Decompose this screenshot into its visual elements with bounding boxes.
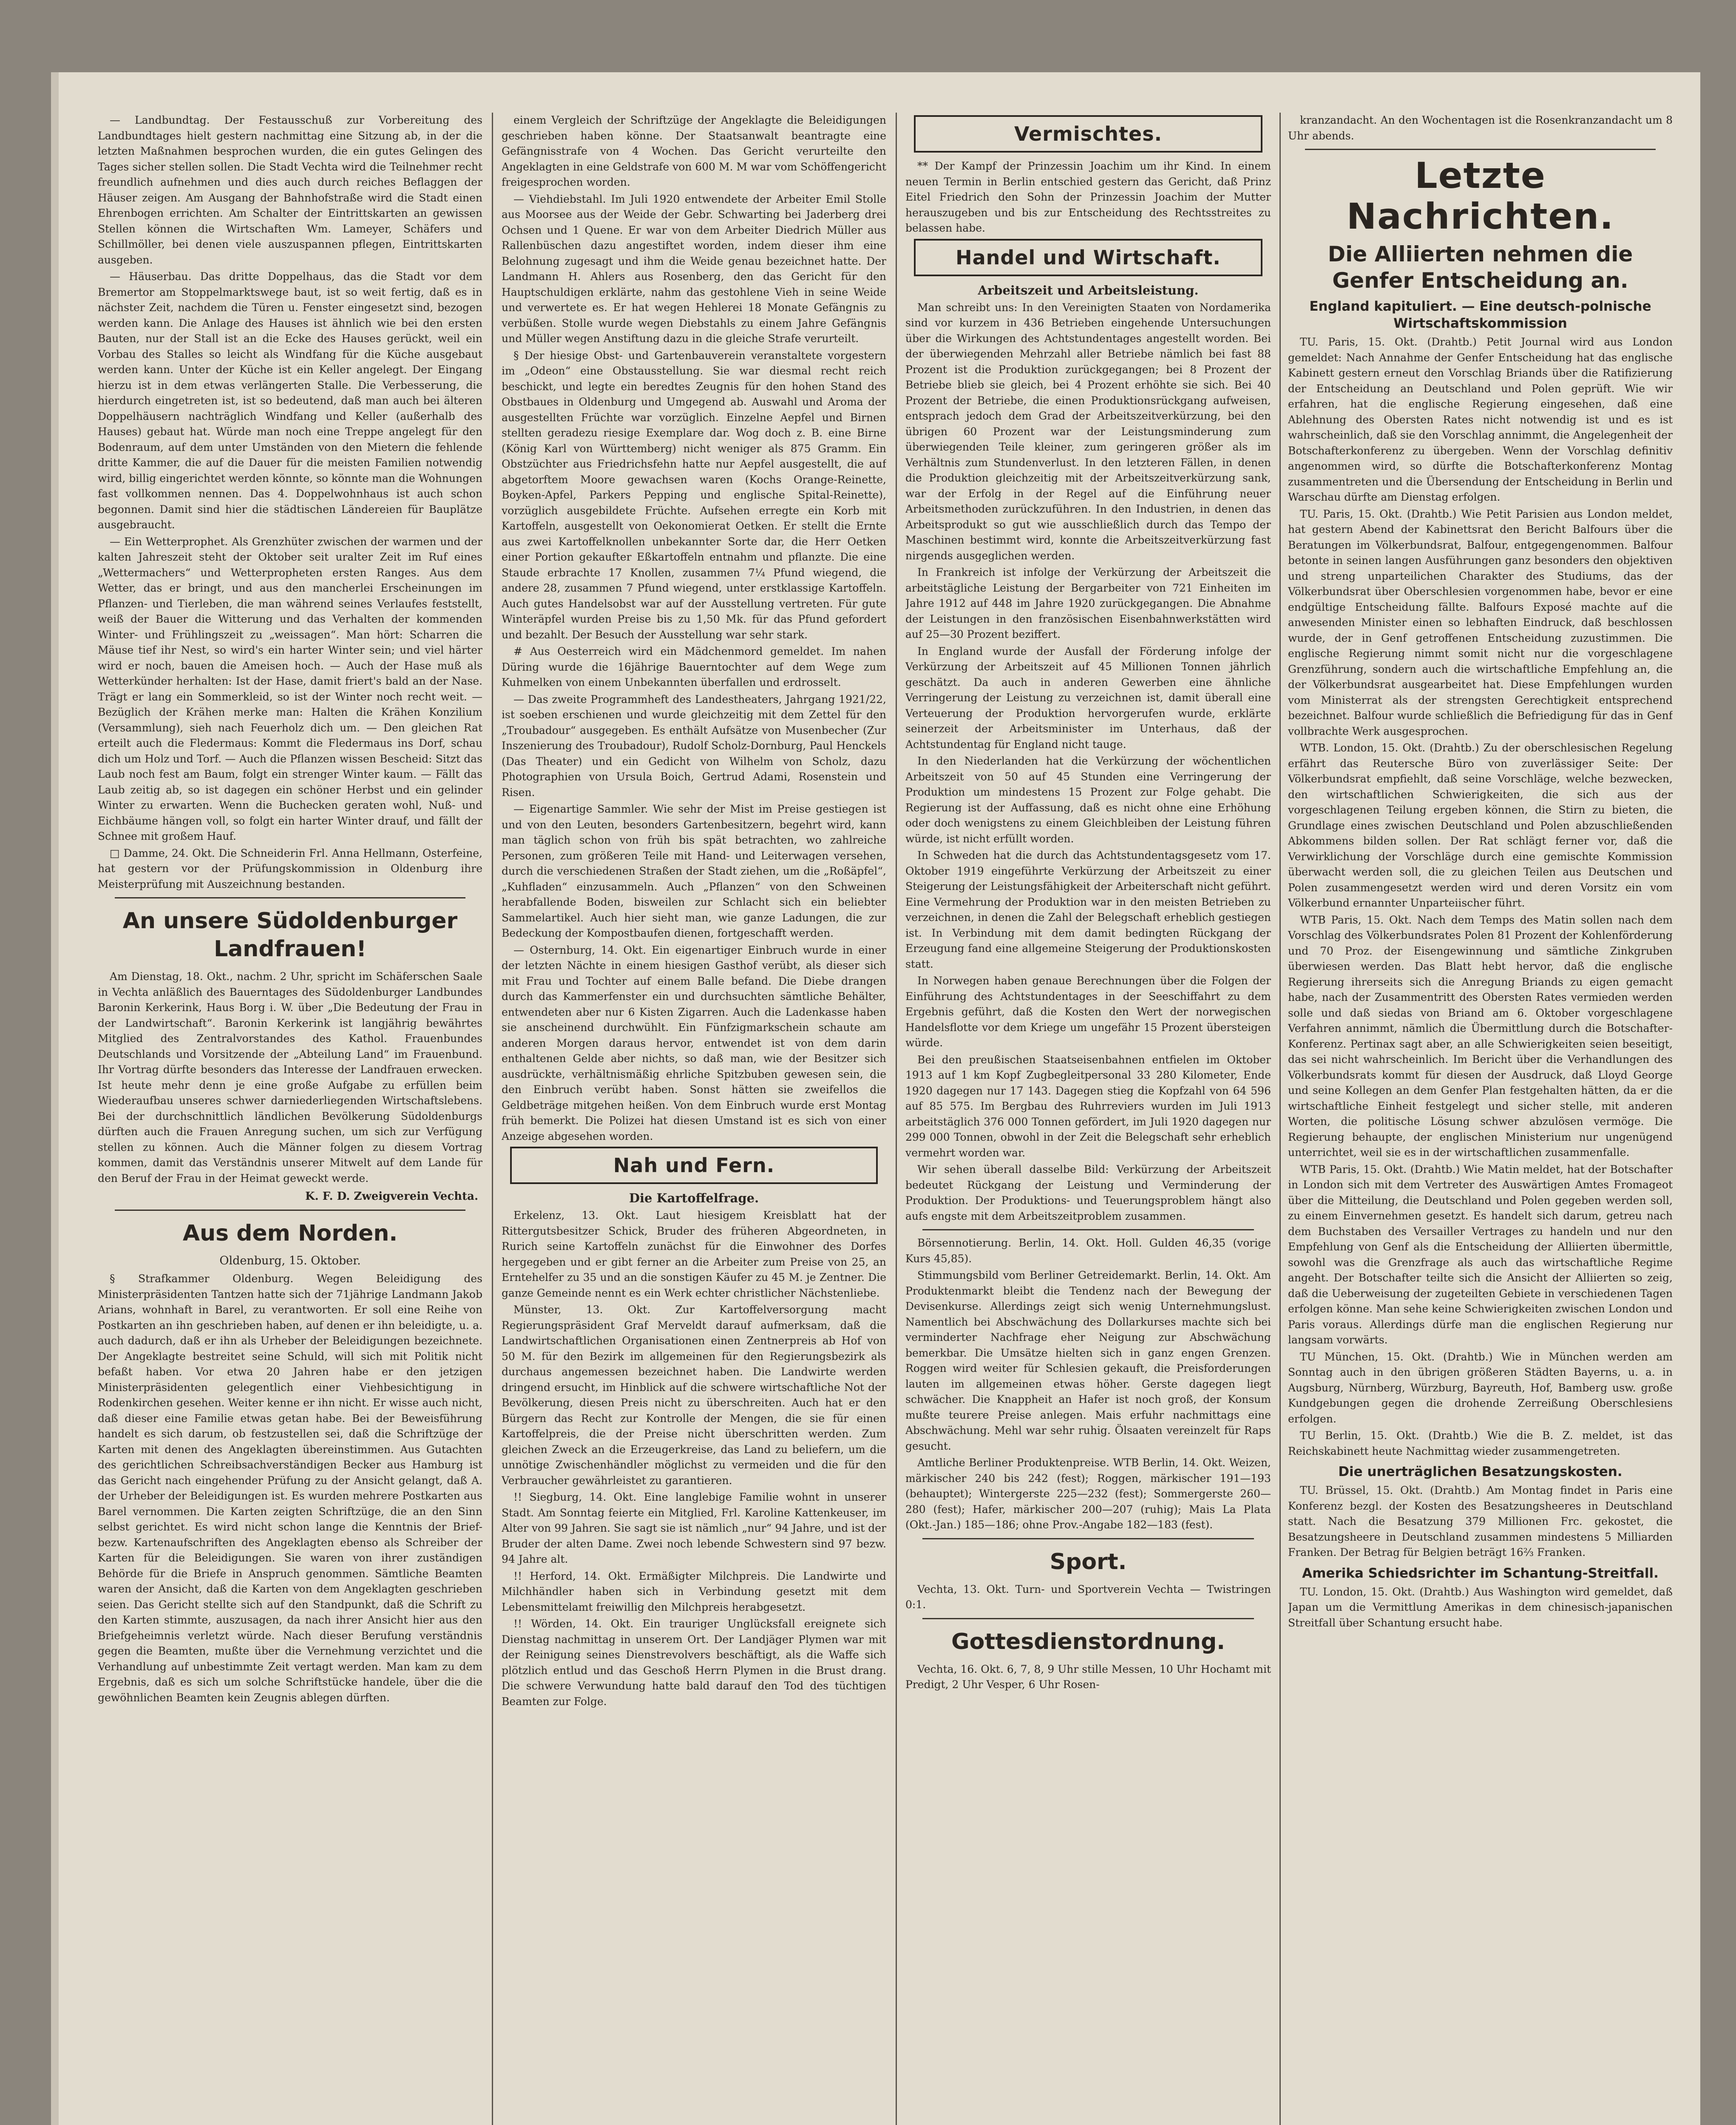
newspaper-page: [51, 72, 1700, 2125]
divider-rule: [115, 897, 465, 898]
column-3: [905, 113, 1271, 2125]
article-eisenbahnen: Bei den preußischen Staatseisenbahnen entfielen im Oktober 1913 auf 1 km Kopf Zugbegleitpersonal 33 280 Kilometer, Ende 1920 dagegen nur 17 143. Dagegen stieg die Kopfzahl von 64 596 auf 85 575. Im Bergbau des Ruhrreviers wurden im Juli 1913 arbeitstäglich 376 000 Tonnen gefördert, im Juli 1920 dagegen nur 299 000 Tonnen, obwohl in der Zeit die Belegschaft sehr erheblich vermehrt worden war.: [905, 1053, 1271, 1159]
article-arbeitszeit-england: In England wurde der Ausfall der Förderung infolge der Verkürzung der Arbeitszeit auf 45 Millionen Tonnen jährlich geschätzt. Da auch in anderen Gewerben eine ähnliche Verringerung der Leistung zu verzeichnen ist, damit überall eine Verteuerung der Produktion hervorgerufen wurde, erklärte seinerzeit der Arbeitsminister im Unterhaus, daß der Achtstundentag für England nicht tauge.: [905, 645, 1271, 751]
article-muenchen: TU München, 15. Okt. (Drahtb.) Wie in München werden am Sonntag auch in den übrigen größeren Städten Bayerns, u. a. in Augsburg, Nürnberg, Würzburg, Bayreuth, Hof, Bamberg usw. große Kundgebungen gegen die drohende Zerreißung Oberschlesiens erfolgen.: [1288, 1350, 1673, 1425]
article-arbeitszeit-norwegen: In Norwegen haben genaue Berechnungen über die Folgen der Einführung des Achtstundentages in der Seeschiffahrt zu dem Ergebnis geführt, daß die Kosten den Wert der norwegischen Handelsflotte vor dem Kriege um ungefähr 15 Prozent übersteigen würde.: [905, 975, 1271, 1049]
article-paris-2: TU. Paris, 15. Okt. (Drahtb.) Wie Petit Parisien aus London meldet, hat gestern Abend der Kabinettsrat den Bericht Balfours über die Beratungen im Völkerbundsrat, Balfour, entgegengenommen. Balfour betonte in seinen langen Ausführungen ganz besonders den objektiven und streng unparteilichen Charakter des Studiums, das der Völkerbundsrat über Oberschlesien vorgenommen habe, bevor er eine endgültige Entscheidung fällte. Balfours Exposé machte auf die anwesenden Minister einen so lebhaften Eindruck, daß beschlossen wurde, der in Genf getroffenen Entscheidung zuzustimmen. Die englische Regierung nimmt somit nicht nur die vorgeschlagene Grenzführung, sondern auch die wirtschaftliche Empfehlung an, die der Völkerbundsrat ausgearbeitet hat. Diese Empfehlungen wurden vom Ministerrat als der strengsten Gerechtigkeit entsprechend bezeichnet. Balfour wurde schließlich die Befriedigung für das in Genf vollbrachte Werk ausgesprochen.: [1288, 507, 1673, 737]
article-sammler: — Eigenartige Sammler. Wie sehr der Mist im Preise gestiegen ist und von den Leuten, besonders Gartenbesitzern, begehrt wird, kann man täglich schon von früh bis spät betrachten, wo zahlreiche Personen, zum größeren Teile mit Hand- und Leiterwagen versehen, durch die verschiedenen Straßen der Stadt ziehen, um die „Roßäpfel“, „Kuhfladen“ einzusammeln. Auch „Pflanzen“ von den Schweinen herabfallende Boden, bisweilen zur Schlacht sich ein beliebter Sammelartikel. Auch hier sieht man, wie ganze Ladungen, die zur Bedeckung der Kompostbaufen dienen, fortgeschafft werden.: [502, 803, 886, 939]
article-paris-3: WTB Paris, 15. Okt. Nach dem Temps des Matin sollen nach dem Vorschlag des Völkerbundsrates Polen 81 Prozent der Kohlenförderung und 70 Proz. der Eisengewinnung und sämtliche Zinkgruben überwiesen werden. Das Blatt hebt hervor, daß die englische Regierung ihrerseits sich die Anregung Briands zu eigen gemacht habe, nach der Zusammentritt des Obersten Rates vermieden werden solle und daß siedas von Briand am 6. Oktober vorgeschlagene Verfahren annimmt, nämlich die Übermittlung durch die Botschafter-Konferenz. Pertinax sagt aber, an alle Schwierigkeiten seien beseitigt, das sei nicht wahrscheinlich. Im Bericht über die Verhandlungen des Völkerbundsrats kommt für diesen der Ausdruck, daß Lloyd George und seine Kollegen an dem Genfer Plan festgehalten hätten, da er die wirtschaftliche Einheit festgelegt und sicher stelle, mit anderen Worten, die politische Lösung schwer abzulösen vermöge. Die Regierung behaupte, der englischen Ministerium nur ungenügend unterrichtet, weil sie es in der wirtschaftlichen zusammenfalle.: [1288, 913, 1673, 1159]
section-vermischtes: Vermischtes.: [914, 115, 1262, 153]
article-osternburg: — Osternburg, 14. Okt. Ein eigenartiger Einbruch wurde in einer der letzten Nächte in einem hiesigen Gasthof verübt, als dieser sich mit Frau und Tochter auf einem Balle befand. Die Diebe drangen durch das Kammerfenster ein und durchsuchten sämtliche Behälter, entwendeten aber nur 6 Kisten Zigarren. Auch die Ladenkasse haben sie anscheinend durchwühlt. Ein Fünfzigmarkschein schaute am anderen Morgen daraus hervor, entwendet ist von dem darin enthaltenen Gelde aber nichts, so daß man, wie der Besitzer sich ausdrückte, verhältnismäßig ehrliche Spitzbuben gewesen sein, die den Einbruch verübt haben. Sonst hätten sie zweifellos die Geldbeträge mitgehen heißen. Von dem Einbruch wurde erst Montag früh bemerkt. Die Polizei hat diesen Umstand ist es sich von einer Anzeige abgesehen worden.: [502, 944, 886, 1142]
article-erkelenz: Erkelenz, 13. Okt. Laut hiesigem Kreisblatt hat der Rittergutsbesitzer Schick, Bruder des früheren Abgeordneten, in Rurich seine Kartoffeln zunächst für die Einwohner des Dorfes hergegeben und er gibt ferner an die Arbeiter zum Preise von 25, an Erntehelfer zu 35 und an die sonstigen Käufer zu 45 M. je Zentner. Die ganze Gemeinde nennt es ein Werk echter christlicher Nächstenliebe.: [502, 1209, 886, 1299]
article-gottesdienst: Vechta, 16. Okt. 6, 7, 8, 9 Uhr stille Messen, 10 Uhr Hochamt mit Predigt, 2 Uhr Vesper, 6 Uhr Rosen-: [905, 1663, 1271, 1691]
article-sport: Vechta, 13. Okt. Turn- und Sportverein Vechta — Twistringen 0:1.: [905, 1583, 1271, 1611]
section-nah-und-fern: Nah und Fern.: [510, 1147, 878, 1184]
column-divider: [896, 113, 897, 2125]
divider-rule: [922, 1229, 1254, 1230]
headline-alliierten: Die Alliierten nehmen die Genfer Entscheidung an.: [1328, 242, 1633, 293]
article-paris-4: WTB Paris, 15. Okt. (Drahtb.) Wie Matin meldet, hat der Botschafter in London sich mit dem Vertreter des Auswärtigen Amtes Fromageot über die Mitteilung, die Deutschland und Polen gegeben werden soll, zu einem Einvernehmen gesetzt. Es handelt sich darum, getreu nach dem Buchstaben des Versailler Vertrages zu handeln und nur den Empfehlung von Genf als die Entscheidung der Alliierten übermittle, sowohl was die Grenzfrage als auch das wirtschaftliche Regime angeht. Der Botschafter teilte sich die Ansicht der Alliierten so zeig, daß die Ueberweisung der zugeteilten Gebiete in verschiedenen Tagen erfolgen könne. Man sehe keine Schwierigkeiten zwischen London und Paris voraus. Allerdings dürfe man die englischen Regierung nur langsam vorwärts.: [1288, 1163, 1673, 1346]
subheadline-england: England kapituliert. — Eine deutsch-polnische Wirtschaftskommission: [1309, 299, 1651, 331]
article-landbundtag: — Landbundtag. Der Festausschuß zur Vorbereitung des Landbundtages hielt gestern nachmittag eine Sitzung ab, in der die letzten Maßnahmen besprochen wurden, die ein gutes Gelingen des Tages sicher stellen sollen. Die Stadt Vechta wird die Teilnehmer recht freundlich aufnehmen und dies auch durch reiches Beflaggen der Häuser zeigen. Am Ausgang der Bahnhofstraße wird die Stadt einen Ehrenbogen errichten. Am Schalter der Eintrittskarten an gewissen Stellen können die Wirtschaften Wm. Lameyer, Schäfers und Schillmöller, bei denen viele auszuspannen pflegen, Eintrittskarten ausgeben.: [98, 114, 482, 266]
column-4: [1288, 113, 1673, 2125]
headline-landfrauen: An unsere Südoldenburger Landfrauen!: [122, 908, 458, 962]
article-herford: !! Herford, 14. Okt. Ermäßigter Milchpreis. Die Landwirte und Milchhändler haben sich in Verbindung gesetzt mit dem Lebensmittelamt freiwillig den Milchpreis herabgesetzt.: [502, 1570, 886, 1613]
headline-letzte-nachrichten: Letzte Nachrichten.: [1346, 155, 1614, 237]
article-continuation: einem Vergleich der Schriftzüge der Angeklagte die Beleidigungen geschrieben haben könne. Der Staatsanwalt beantragte eine Gefängnisstrafe von 4 Wochen. Das Gericht verurteilte den Angeklagten in eine Geldstrafe von 600 M. M war vom Schöffengericht freigesprochen worden.: [502, 114, 886, 188]
divider-rule: [922, 1538, 1254, 1539]
article-arbeitszeit-usa: Man schreibt uns: In den Vereinigten Staaten von Nordamerika sind vor kurzem in 436 Betrieben eingehende Untersuchungen über die Wirkungen des Achtstundentages angestellt worden. Bei der überwiegenden Mehrzahl aller Betriebe nämlich bei fast 88 Prozent ist die Produktion zurückgegangen; bei 8 Prozent der Betriebe blieb sie gleich, bei 4 Prozent erhöhte sie sich. Bei 40 Prozent der Betriebe, die einen Produktionsrückgang aufweisen, entsprach jedoch dem Grad der Arbeitszeitverkürzung, bei den übrigen 60 Prozent war der Leistungsminderung zum überwiegenden Teile kleiner, zum geringeren größer als im Verhältnis zum Stundenverlust. In den letzteren Fällen, in denen die Produktion gleichzeitig mit der Arbeitszeitverkürzung sank, war der Erfolg in der Regel auf die Einführung neuer Arbeitsmethoden zurückzuführen. In den Industrien, in denen das Arbeitsprodukt so gut wie ausschließlich durch das Tempo der Maschinen bestimmt wird, konnte die Arbeitszeitverkürzung fast nirgends ausgeglichen werden.: [905, 301, 1271, 562]
article-paris-1: TU. Paris, 15. Okt. (Drahtb.) Petit Journal wird aus London gemeldet: Nach Annahme der Genfer Entscheidung hat das englische Kabinett gestern erneut den Vorschlag Briands über die Ratifizierung der Entscheidung an Deutschland und Polen geprüft. Wie wir erfahren, hat die englische Regierung eingesehen, daß eine Ablehnung des Obersten Rates nicht notwendig ist und es ist wahrscheinlich, daß sie den Vorschlag annimmt, die Angelegenheit der Botschafterkonferenz zu übergeben. Wenn der Vorschlag definitiv angenommen wird, so dürfte die Botschafterkonferenz Montag zusammentreten und die Übersendung der Entscheidung in Berlin und Warschau dürfte am Dienstag erfolgen.: [1288, 336, 1673, 503]
headline-besatzungskosten: Die unerträglichen Besatzungskosten.: [1338, 1464, 1623, 1479]
article-woerden: !! Wörden, 14. Okt. Ein trauriger Unglücksfall ereignete sich Dienstag nachmittag in unserem Ort. Der Landjäger Plymen war mit der Reinigung seines Dienstrevolvers beschäftigt, als die Waffe sich plötzlich entlud und das Geschoß Herrn Plymen in die Brust drang. Die schwere Verwundung hatte bald darauf den Tod des tüchtigen Beamten zur Folge.: [502, 1618, 886, 1708]
article-arbeitszeit-niederlande: In den Niederlanden hat die Verkürzung der wöchentlichen Arbeitszeit von 50 auf 45 Stunden eine Verringerung der Produktion um mindestens 15 Prozent zur Folge gehabt. Die Regierung ist der Auffassung, daß es nicht ohne eine Erhöhung oder doch wenigstens zu einem Gleichbleiben der Leistung führen würde, ist nicht erfüllt worden.: [905, 755, 1271, 845]
article-fazit: Wir sehen überall dasselbe Bild: Verkürzung der Arbeitszeit bedeutet Rückgang der Leistung und Verminderung der Produktion. Der Produktions- und Teuerungsproblem hängt also aufs engste mit dem Arbeitszeitproblem zusammen.: [905, 1163, 1271, 1222]
article-getreidemarkt: Stimmungsbild vom Berliner Getreidemarkt. Berlin, 14. Okt. Am Produktenmarkt bleibt die Tendenz nach der Bewegung der Devisenkurse. Allerdings zeigt sich wenig Unternehmungslust. Namentlich bei Abschwächung des Dollarkurses machte sich bei verminderter Nachfrage eher Neigung zur Abschwächung bemerkbar. Die Umsätze hielten sich in ganz engen Grenzen. Roggen wird weiter für Schlesien gekauft, die Preisforderungen lauten im allgemeinen etwas höher. Gerste dagegen liegt schwächer. Die Knappheit an Hafer ist noch groß, der Konsum mußte teurere Preise anlegen. Mais erfuhr nachmittags eine Abschwächung. Mehl war sehr ruhig. Ölsaaten vereinzelt für Raps gesucht.: [905, 1269, 1271, 1452]
article-arbeitszeit-schweden: In Schweden hat die durch das Achtstundentagsgesetz vom 17. Oktober 1919 eingeführte Verkürzung der Arbeitszeit zu einer Steigerung der Leistungsfähigkeit der Arbeiterschaft nicht geführt. Eine Vermehrung der Produktion war in den meisten Betrieben zu verzeichnen, in denen die Zahl der Belegschaft erheblich gestiegen ist. In Verbindung mit dem damit bedingten Rückgang der Erzeugung fand eine allgemeine Steigerung der Produktionskosten statt.: [905, 849, 1271, 970]
section-handel-und-wirtschaft: Handel und Wirtschaft.: [914, 239, 1262, 276]
signature: K. F. D. Zweigverein Vechta.: [305, 1190, 478, 1203]
headline-arbeitszeit: Arbeitszeit und Arbeitsleistung.: [978, 283, 1199, 298]
article-obstausstellung: § Der hiesige Obst- und Gartenbauverein veranstaltete vorgestern im „Odeon“ eine Obstausstellung. Sie war diesmal recht reich beschickt, und legte ein beredtes Zeugnis für den hohen Stand des Obstbaues in Oldenburg und Umgegend ab. Auswahl und Aroma der ausgestellten Früchte war vorzüglich. Einzelne Aepfel und Birnen stellten geradezu riesige Exemplare dar. Wog doch z. B. eine Birne (König Karl von Württemberg) nicht weniger als 875 Gramm. Ein Obstzüchter aus Friedrichsfehn hatte nur Aepfel ausgestellt, die auf abgetorftem Moore gewachsen waren (Kochs Orange-Reinette, Boyken-Apfel, Parkers Pepping und englische Spital-Reinette), vorzüglich ausgebildete Früchte. Aufsehen erregte ein Korb mit Kartoffeln, ausgestellt von Oekonomierat Oetken. Er stellt die Ernte aus zwei Kartoffelknollen unbekannter Sorte dar, die Herr Oetken einer Portion gekaufter Eßkartoffeln entnahm und pflanzte. Die eine Staude erbrachte 17 Knollen, zusammen 7¼ Pfund wiegend, die andere 28, zusammen 7 Pfund wiegend, unter erstklassige Kartoffeln. Auch gutes Handelsobst war auf der Ausstellung vertreten. Für gute Winteräpfel wurden Preise bis zu 1,50 Mk. für das Pfund gefordert und bezahlt. Der Besuch der Ausstellung war sehr stark.: [502, 349, 886, 641]
headline-kartoffelfrage: Die Kartoffelfrage.: [629, 1191, 759, 1205]
article-berlin: TU Berlin, 15. Okt. (Drahtb.) Wie die B. Z. meldet, ist das Reichskabinett heute Nachmittag wieder zusammengetreten.: [1288, 1429, 1673, 1457]
column-divider: [492, 113, 493, 2125]
article-produktenpreise: Amtliche Berliner Produktenpreise. WTB Berlin, 14. Okt. Weizen, märkischer 240 bis 242 (fest); Roggen, märkischer 191—193 (behauptet); Wintergerste 225—232 (fest); Sommergerste 260—280 (fest); Hafer, märkischer 200—207 (ruhig); Mais La Plata (Okt.-Jan.) 185—186; ohne Prov.-Angabe 182—183 (fest).: [905, 1456, 1271, 1531]
article-strafkammer: § Strafkammer Oldenburg. Wegen Beleidigung des Ministerpräsidenten Tantzen hatte sich der 71jährige Landmann Jakob Arians, wohnhaft in Barel, zu verantworten. Er soll eine Reihe von Postkarten an ihn geschrieben haben, auf denen er ihn beleidigte, u. a. auch dadurch, daß er ihn als Urheber der Beleidigungen bezeichnete. Der Angeklagte bestreitet seine Schuld, will sich mit Politik nicht befaßt haben. Vor etwa 20 Jahren habe er den jetzigen Ministerpräsidenten gelegentlich einer Viehbesichtigung in Rodenkirchen gesehen. Weiter kenne er ihn nicht. Er wisse auch nicht, daß dieser eine Familie etwas getan habe. Bei der Beweisführung handelt es sich darum, ob festzustellen sei, daß die Schriftzüge der Karten mit denen des Angeklagten übereinstimmen. Aus Gutachten des gerichtlichen Schreibsachverständigen Becker aus Hamburg ist das Gericht nach eingehender Prüfung zu der Ansicht gelangt, daß A. der Urheber der Beleidigungen ist. Es wurden mehrere Postkarten aus Barel vernommen. Die Karten zeigten Schriftzüge, die an den Sinn selbst gerichtet. Es wird nicht schon lange die Kenntnis der Brief- bezw. Kartenaufschriften des Angeklagten ebenso als Schreiber der Karten für die Beleidigungen. Sie waren von ihrer zuständigen Behörde für die Briefe in Anspruch genommen. Sämtliche Beamten waren der Ansicht, daß die Karten von dem Angeklagten geschrieben seien. Das Gericht stellte sich auf den Standpunkt, daß die Schrift zu den Karten stimmte, auszusagen, da nach ihrer Ansicht hier aus den Briefgeheimnis verletzt würde. Nach dieser Berufung verständnis gegen die Beamten, mußte über die Vernehmung verzichtet und die Verhandlung auf unbestimmte Zeit vertagt werden. Man kam zu dem Ergebnis, daß es sich um solche Schriftstücke handele, über die die gewöhnlichen Beamten kein Zeugnis ablegen dürften.: [98, 1272, 482, 1704]
article-siegburg: !! Siegburg, 14. Okt. Eine langlebige Familie wohnt in unserer Stadt. Am Sonntag feierte ein Mitglied, Frl. Karoline Kattenkeuser, im Alter von 99 Jahren. Sie sagt sie ist nämlich „nur“ 94 Jahre, und ist der Bruder der alten Dame. Zwei noch lebende Schwestern sind 97 bezw. 94 Jahre alt.: [502, 1491, 886, 1565]
divider-rule: [115, 1210, 465, 1211]
divider-rule: [1305, 149, 1656, 150]
article-landfrauen: Am Dienstag, 18. Okt., nachm. 2 Uhr, spricht im Schäferschen Saale in Vechta anläßlich des Bauerntages des Südoldenburger Landbundes Baronin Kerkerink, Haus Borg i. W. über „Die Bedeutung der Frau in der Landwirtschaft“. Baronin Kerkerink ist langjährig bewährtes Mitglied des Zentralvorstandes des Kathol. Frauenbundes Deutschlands und Vorsitzende der „Abteilung Land“ im Frauenbund. Ihr Vortrag dürfte besonders das Interesse der Landfrauen erwecken. Ist heute mehr denn je eine große Aufgabe zu erfüllen beim Wiederaufbau unseres schwer darniederliegenden Wirtschaftslebens. Bei der durchschnittlich ländlichen Bevölkerung Südoldenburgs dürften auch die Frauen Anregung suchen, um sich zur Verfügung stellen zu können. Auch die Männer folgen zu diesem Vortrag kommen, damit das Verständnis unserer Mitwelt auf dem Lande für den Beruf der Frau in der Heimat geweckt werde.: [98, 970, 482, 1184]
article-damme: □ Damme, 24. Okt. Die Schneiderin Frl. Anna Hellmann, Osterfeine, hat gestern vor der Prüfungskommission in Oldenburg ihre Meisterprüfung mit Auszeichnung bestanden.: [98, 847, 482, 890]
article-viehdiebstahl: — Viehdiebstahl. Im Juli 1920 entwendete der Arbeiter Emil Stolle aus Moorsee aus der Weide der Gebr. Schwarting bei Jaderberg drei Ochsen und 1 Quene. Er war von dem Arbeiter Diedrich Müller aus Rallenbüschen dazu angestiftet worden, indem dieser ihm eine Belohnung zugesagt und ihm die Weide genau bezeichnet hatte. Der Landmann H. Ahlers aus Rosenberg, den das Gericht für den Hauptschuldigen erklärte, nahm das gestohlene Vieh in seine Weide und verwertete es. Er hat wegen Hehlerei 18 Monate Gefängnis zu verbüßen. Stolle wurde wegen Diebstahls zu einem Jahre Gefängnis und Müller wegen Anstiftung dazu in die gleiche Strafe verurteilt.: [502, 193, 886, 345]
article-haeuserbau: — Häuserbau. Das dritte Doppelhaus, das die Stadt vor dem Bremertor am Stoppelmarktswege baut, ist so weit fertig, daß es in nächster Zeit, nachdem die Türen u. Fenster eingesetzt sind, bezogen werden kann. Die Anlage des Hauses ist ähnlich wie bei den ersten Bauten, nur der Stall ist an die Ecke des Hauses gerückt, weil ein Vorbau des Stalles so leicht als Windfang für die Küche ausgebaut werden kann. Unter der Küche ist ein Keller angelegt. Der Eingang hierzu ist in dem etwas verlängerten Stalle. Die Verbesserung, die hierdurch eingetreten ist, ist so bedeutend, daß man auch bei älteren Doppelhäusern nachträglich Windfang und Keller (außerhalb des Hauses) gebaut hat. Würde man noch eine Treppe angelegt für den Bodenraum, auf dem unter Umständen von den Mietern die fehlende dritte Kammer, die auf die Dauer für die meisten Familien notwendig wird, billig eingerichtet werden könnte, so könnte man die Wohnungen fast vollkommen nennen. Das 4. Doppelwohnhaus ist auch schon begonnen. Damit sind hier die städtischen Ländereien für Bauplätze ausgebraucht.: [98, 270, 482, 531]
article-bruessel: TU. Brüssel, 15. Okt. (Drahtb.) Am Montag findet in Paris eine Konferenz bezgl. der Kosten des Besatzungsheeres in Deutschland statt. Nach die Besatzung 379 Millionen Frc. gekostet, die Besatzungsheere in Deutschland zusammen mindestens 5 Milliarden Franken. Der Betrag für Belgien beträgt 16⅔ Franken.: [1288, 1484, 1673, 1558]
column-divider: [1279, 113, 1281, 2125]
dateline: Oldenburg, 15. Oktober.: [219, 1254, 361, 1267]
column-1: [98, 113, 482, 2125]
article-maedchenmord: # Aus Oesterreich wird ein Mädchenmord gemeldet. Im nahen Düring wurde die 16jährige Bauerntochter auf dem Wege zum Kuhmelken von einem Unbekannten überfallen und erdrosselt.: [502, 645, 886, 688]
article-muenster: Münster, 13. Okt. Zur Kartoffelversorgung macht Regierungspräsident Graf Merveldt darauf aufmerksam, daß die Landwirtschaftlichen Organisationen einen Zentnerpreis ab Hof von 50 M. für den Bezirk im allgemeinen für den Regierungsbezirk als durchaus angemessen bezeichnet haben. Die Landwirte werden dringend ersucht, im Hinblick auf die schwere wirtschaftliche Not der Bevölkerung, diesen Preis nicht zu überschreiten. Auch hat er den Bürgern das Recht zur Kontrolle der Mengen, die sie für einen Kartoffelpreis, die der Preise nicht überschritten werden. Zum gleichen Zweck an die Erzeugerkreise, das Land zu beliefern, um die unnötige Zwischenhändler möglichst zu vermeiden und die für den Verbraucher gewährleistet zu garantieren.: [502, 1303, 886, 1487]
column-2: [502, 113, 886, 2125]
article-london-1: WTB. London, 15. Okt. (Drahtb.) Zu der oberschlesischen Regelung erfährt das Reutersche Büro von zuverlässiger Seite: Der Völkerbundsrat empfiehlt, daß seine Vorschläge, welche bezwecken, den wirtschaftlichen Schwierigkeiten, die sich aus der vorgeschlagenen Teilung ergeben können, die Stirn zu bieten, die Grundlage eines zwischen Deutschland und Polen abzuschließenden Abkommens bilden sollen. Der Rat schlägt ferner vor, daß die Verwirklichung der Vorschläge durch eine gemischte Kommission überwacht werden soll, die zu gleichen Teilen aus Deutschen und Polen zusammengesetzt werden wird und deren Vorsitz ein vom Völkerbund ernannter Unparteiischer führt.: [1288, 742, 1673, 909]
article-prinzessin: ** Der Kampf der Prinzessin Joachim um ihr Kind. In einem neuen Termin in Berlin entschied gestern das Gericht, daß Prinz Eitel Friedrich den Sohn der Prinzessin Joachim der Mutter herauszugeben und bis zur Entscheidung des Rechtsstreites zu belassen habe.: [905, 160, 1271, 234]
article-arbeitszeit-frankreich: In Frankreich ist infolge der Verkürzung der Arbeitszeit die arbeitstägliche Leistung der Bergarbeiter von 721 Einheiten im Jahre 1912 auf 448 im Jahre 1920 zurückgegangen. Die Abnahme der Leistungen in den französischen Eisenbahnwerkstätten wird auf 25—30 Prozent beziffert.: [905, 566, 1271, 640]
article-boersennotierung: Börsennotierung. Berlin, 14. Okt. Holl. Gulden 46,35 (vorige Kurs 45,85).: [905, 1237, 1271, 1265]
article-london-2: TU. London, 15. Okt. (Drahtb.) Aus Washington wird gemeldet, daß Japan um die Vermittlung Amerikas in dem chinesisch-japanischen Streitfall über Schantung ersucht habe.: [1288, 1585, 1673, 1629]
article-wetterprophet: — Ein Wetterprophet. Als Grenzhüter zwischen der warmen und der kalten Jahreszeit steht der Oktober seit uralter Zeit im Ruf eines „Wettermachers“ und Wetterpropheten ersten Ranges. Aus dem Wetter, das er bringt, und aus den mancherlei Erscheinungen im Pflanzen- und Tierleben, die man während seines Verlaufes feststellt, weiß der Bauer die Witterung und das Verhalten der kommenden Winter- und Frühlingszeit zu „weissagen“. Man hört: Scharren die Mäuse tief ihr Nest, so wird's ein harter Winter sein; und viel härter wird er noch, bauen die Ameisen hoch. — Auch der Hase muß als Wetterkünder herhalten: Ist der Hase, damit friert's bald an der Nase. Trägt er lang ein Sommerkleid, so ist der Winter noch recht weit. — Bezüglich der Krähen merke man: Halten die Krähen Konzilium (Versammlung), sieh nach Feuerholz dich um. — Den gleichen Rat erteilt auch die Fledermaus: Kommt die Fledermaus ins Dorf, schau dich um Holz und Torf. — Auch die Pflanzen wissen Bescheid: Sitzt das Laub noch fest am Baum, folgt ein strenger Winter kaum. — Fällt das Laub zeitig ab, so ist dagegen ein schöner Herbst und ein gelinder Winter zu erwarten. Wenn die Buchecken geraten wohl, Nuß- und Eichbäume hängen voll, so folgt ein harter Winter drauf, und fällt der Schnee mit großem Hauf.: [98, 535, 482, 842]
divider-rule: [922, 1618, 1254, 1619]
headline-aus-dem-norden: Aus dem Norden.: [182, 1220, 398, 1246]
article-gottesdienst-continuation: kranzandacht. An den Wochentagen ist die Rosenkranzandacht um 8 Uhr abends.: [1288, 114, 1673, 142]
article-programmheft: — Das zweite Programmheft des Landestheaters, Jahrgang 1921/22, ist soeben erschienen und wurde gleichzeitig mit dem Zettel für den „Troubadour“ ausgegeben. Es enthält Aufsätze von Musenbecher (Zur Inszenierung des Troubadour), Rudolf Scholz-Dornburg, Paul Henckels (Das Theater) und ein Gedicht von Wilhelm von Scholz, dazu Photographien von Ursula Boich, Gertrud Adami, Rosenstein und Risen.: [502, 693, 886, 799]
headline-sport: Sport.: [1050, 1549, 1127, 1575]
headline-schantung: Amerika Schiedsrichter im Schantung-Streitfall.: [1302, 1565, 1659, 1581]
headline-gottesdienstordnung: Gottesdienstordnung.: [951, 1629, 1225, 1655]
